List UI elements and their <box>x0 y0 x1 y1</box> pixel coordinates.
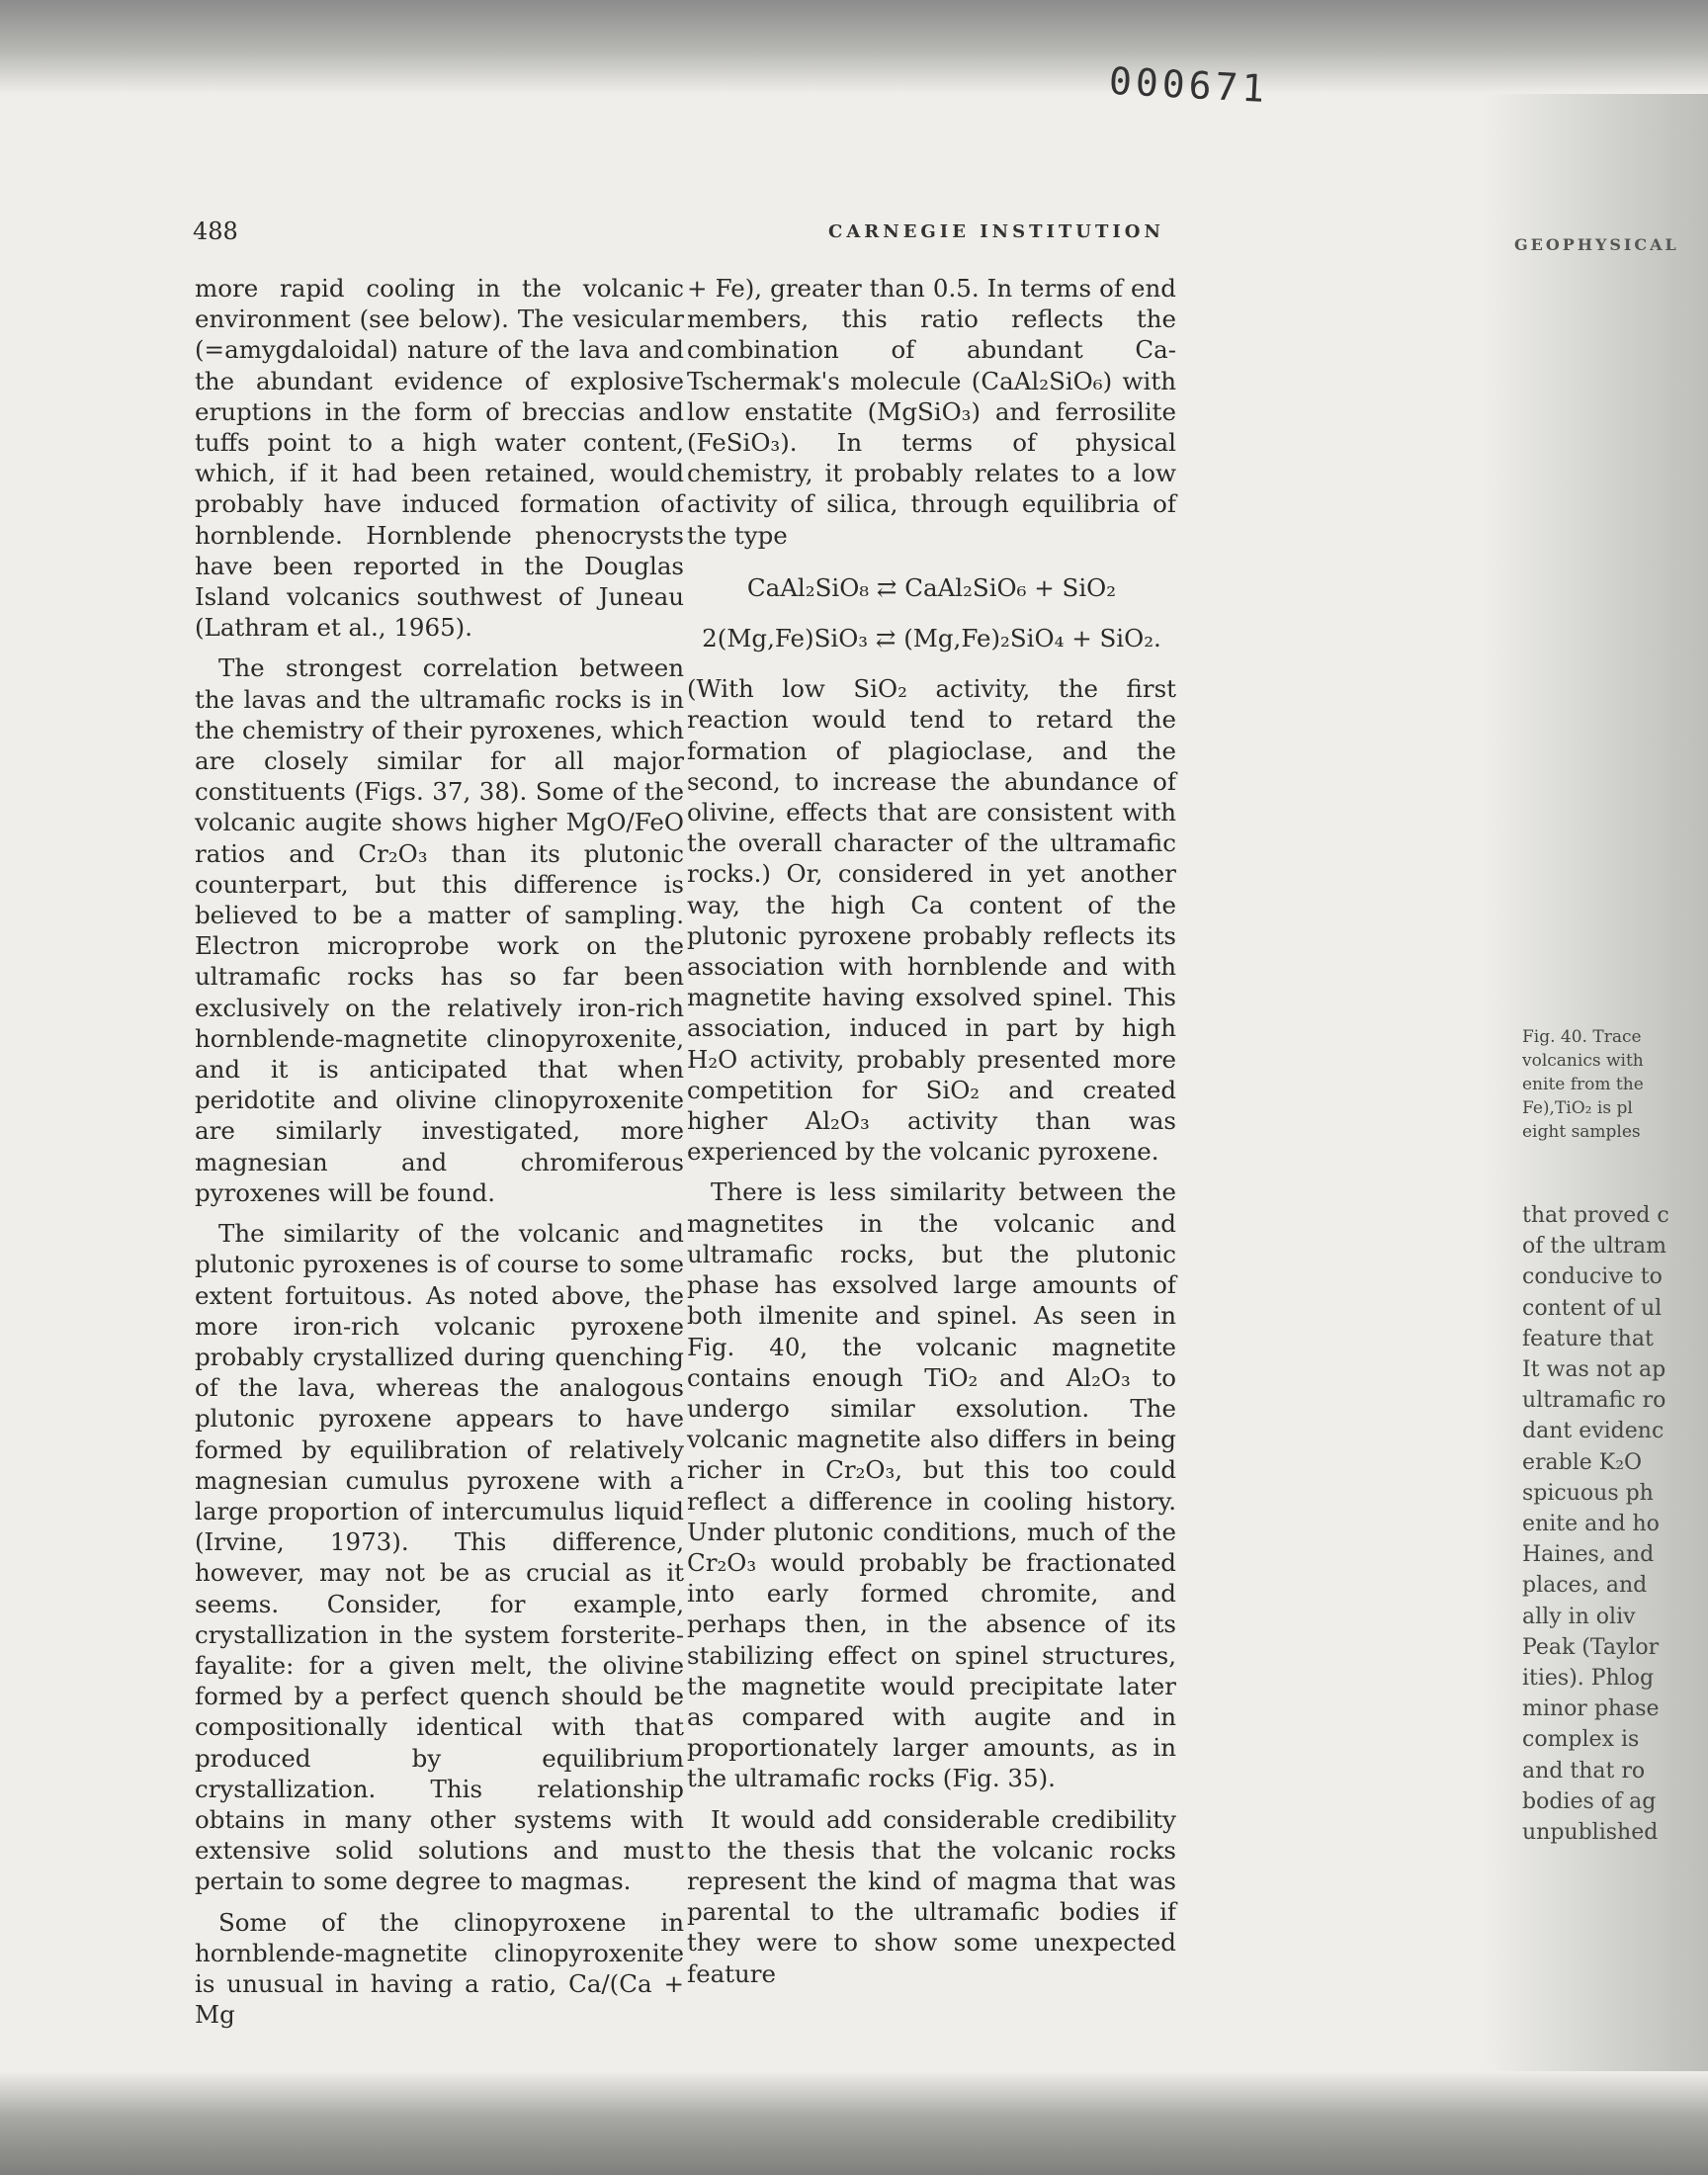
page-number: 488 <box>193 218 238 245</box>
left-column <box>195 273 684 2040</box>
equation-1: CaAl₂SiO₈ ⇄ CaAl₂SiO₆ + SiO₂ <box>746 572 1117 602</box>
next-page-line: that proved c <box>1522 1203 1669 1228</box>
next-page-line: enite and ho <box>1522 1512 1660 1537</box>
left-paragraph-3: The similarity of the volcanic and plutonic pyroxenes is of course to some extent fortuitous. As noted above, the more iron-rich volcanic pyroxene probably crystallized during quenching of the lava, whereas the analogous plutonic pyroxene appears to have formed by equilibration of relatively magnesian cumulus pyroxene with a large proportion of intercumulus liquid (Irvine, 1973). This difference, however, may not be as crucial as it seems. Consider, for example, crystallization in the system forsterite-fayalite: for a given melt, the olivine formed by a perfect quench should be compositionally identical with that produced by equilibrium crystallization. This relationship obtains in many other systems with extensive solid solutions and must pertain to some degree to magmas. <box>195 1219 684 1896</box>
left-paragraph-2: The strongest correlation between the lavas and the ultramafic rocks is in the chemistry of their pyroxenes, which are closely similar for all major constituents (Figs. 37, 38). Some of the volcanic augite shows higher MgO/FeO ratios and Cr₂O₃ than its plutonic counterpart, but this difference is believed to be a matter of sampling. Electron microprobe work on the ultramafic rocks has so far been exclusively on the relatively iron-rich hornblende-magnetite clinopyroxenite, and it is anticipated that when peridotite and olivine clinopyroxenite are similarly investigated, more magnesian and chromiferous pyroxenes will be found. <box>195 653 684 1207</box>
next-page-caption-line: Fig. 40. Trace <box>1522 1027 1642 1047</box>
scan-shadow-top <box>0 0 1708 94</box>
next-page-line: conducive to <box>1522 1264 1663 1290</box>
next-page-caption-line: volcanics with <box>1522 1051 1644 1071</box>
next-page-running-head: GEOPHYSICAL <box>1514 235 1679 254</box>
next-page-line: content of ul <box>1522 1295 1663 1321</box>
next-page-line: ities). Phlog <box>1522 1666 1655 1692</box>
next-page-line: spicuous ph <box>1522 1480 1654 1506</box>
next-page-line: unpublished <box>1522 1820 1659 1846</box>
equation-2: 2(Mg,Fe)SiO₃ ⇄ (Mg,Fe)₂SiO₄ + SiO₂. <box>702 624 1161 653</box>
next-page-line: ultramafic ro <box>1522 1388 1666 1414</box>
right-paragraph-2: (With low SiO₂ activity, the first reaction would tend to retard the formation of plagioclase, and the second, to increase the abundance of olivine, effects that are consistent with the overall character of the ultramafic rocks.) Or, considered in yet another way, the high Ca content of the plutonic pyroxene probably reflects its association with hornblende and with magnetite having exsolved spinel. This association, induced in part by high H₂O activity, probably presented more competition for SiO₂ and created higher Al₂O₃ activity than was experienced by the volcanic pyroxene. <box>687 674 1176 1167</box>
right-paragraph-4: It would add considerable credibility to the thesis that the volcanic rocks represent the kind of magma that was parental to the ultramafic bodies if they were to show some unexpected feature <box>687 1804 1176 1988</box>
right-paragraph-3: There is less similarity between the magnetites in the volcanic and ultramafic rocks, but the plutonic phase has exsolved large amounts of both ilmenite and spinel. As seen in Fig. 40, the volcanic magnetite contains enough TiO₂ and Al₂O₃ to undergo similar exsolution. The volcanic magnetite also differs in being richer in Cr₂O₃, but this too could reflect a difference in cooling history. Under plutonic conditions, much of the Cr₂O₃ would probably be fractionated into early formed chromite, and perhaps then, in the absence of its stabilizing effect on spinel structures, the magnetite would precipitate later as compared with augite and in proportionately larger amounts, as in the ultramafic rocks (Fig. 35). <box>687 1177 1176 1793</box>
left-paragraph-4: Some of the clinopyroxene in hornblende-magnetite clinopyroxenite is unusual in having a ratio, Ca/(Ca + Mg <box>195 1907 684 2030</box>
next-page-line: complex is <box>1522 1727 1640 1753</box>
next-page-line: It was not ap <box>1522 1357 1666 1383</box>
next-page-line: and that ro <box>1522 1758 1646 1784</box>
next-page-line: Haines, and <box>1522 1542 1655 1568</box>
next-page-line: minor phase <box>1522 1696 1660 1722</box>
next-page-line: bodies of ag <box>1522 1788 1657 1814</box>
next-page-figure-caption <box>1522 1025 1700 1144</box>
left-paragraph-1: more rapid cooling in the volcanic environment (see below). The vesicular (=amygdaloidal) nature of the lava and the abundant evidence of explosive eruptions in the form of breccias and tuffs point to a high water content, which, if it had been retained, would probably have induced formation of hornblende. Hornblende phenocrysts have been reported in the Douglas Island volcanics southwest of Juneau (Lathram et al., 1965). <box>195 274 684 643</box>
next-page-line: feature that <box>1522 1326 1654 1351</box>
scan-shadow-bottom <box>0 2071 1708 2175</box>
running-head: CARNEGIE INSTITUTION <box>828 221 1164 242</box>
next-page-line: of the ultram <box>1522 1234 1666 1260</box>
document-stamp: 000671 <box>1107 58 1270 112</box>
next-page-caption-line: enite from the <box>1522 1075 1644 1094</box>
next-page-line: erable K₂O <box>1522 1449 1643 1475</box>
next-page-line: Peak (Taylor <box>1522 1634 1660 1660</box>
next-page-text-fragments <box>1522 1200 1700 1848</box>
right-paragraph-1: + Fe), greater than 0.5. In terms of end members, this ratio reflects the combination of abundant Ca-Tschermak's molecule (CaAl₂SiO₆) with low enstatite (MgSiO₃) and ferrosilite (FeSiO₃). In terms of physical chemistry, it probably relates to a low activity of silica, through equilibria of the type <box>687 274 1176 550</box>
next-page-line: dant evidenc <box>1522 1419 1665 1444</box>
next-page-caption-line: eight samples <box>1522 1122 1641 1142</box>
next-page-line: places, and <box>1522 1573 1648 1599</box>
next-page-line: ally in oliv <box>1522 1604 1636 1629</box>
right-column <box>687 273 1176 1999</box>
next-page-caption-line: Fe),TiO₂ is pl <box>1522 1098 1633 1118</box>
